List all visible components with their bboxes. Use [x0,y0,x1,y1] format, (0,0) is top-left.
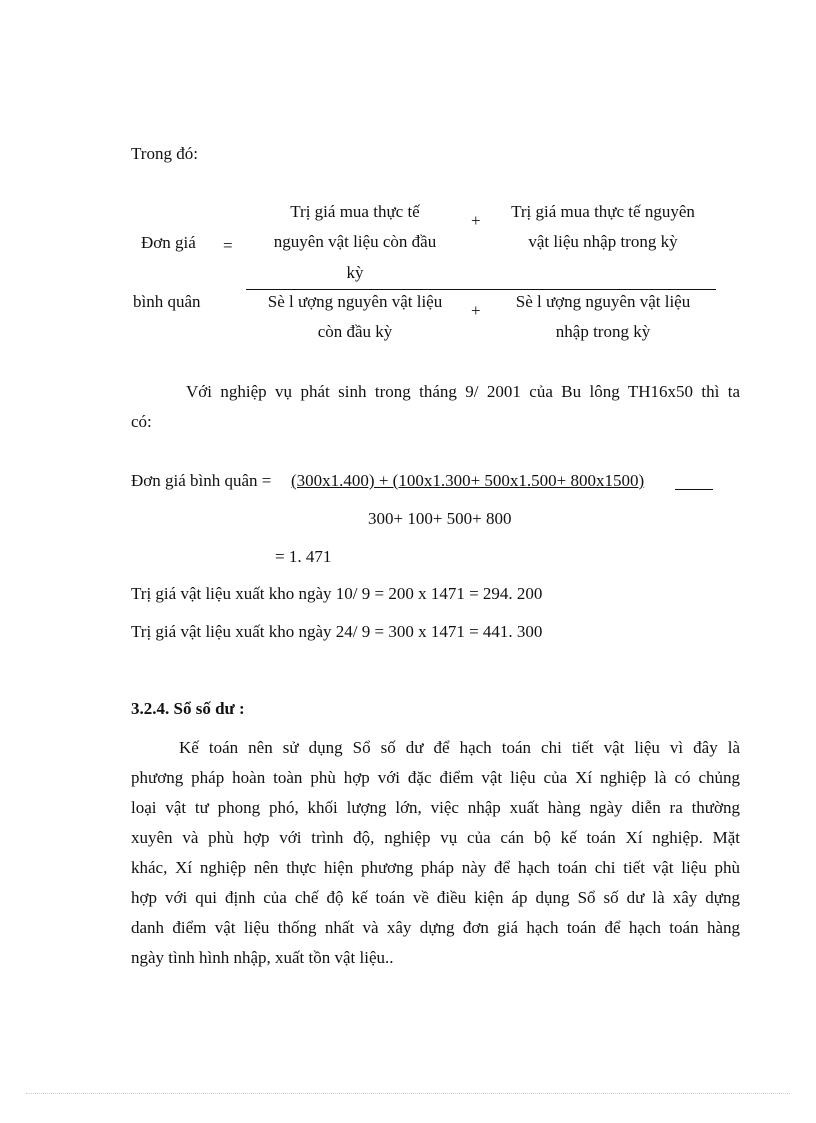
calc-numerator: (300x1.400) + (100x1.300+ 500x1.500+ 800x1500) [291,471,645,490]
calc-result: = 1. 471 [275,547,332,566]
example-paragraph-line: Với nghiệp vụ phát sinh trong tháng 9/ 2001 của Bu lông TH16x50 thì ta [186,382,740,401]
section-paragraph-line: hợp với qui định của chế độ kế toán về điều kiện áp dụng Sổ số dư là xây dựng [131,888,740,907]
section-paragraph-line: ngày tình hình nhập, xuất tồn vật liệu.. [131,948,394,967]
denominator-right-line2: nhập trong kỳ [555,322,651,341]
denominator-right-line1: Sè l ượng nguyên vật liệu [515,292,691,311]
section-paragraph-line: danh điểm vật liệu thống nhất và xây dựng đơn giá hạch toán để hạch toán hàng [131,918,740,937]
fraction-bar [246,289,716,290]
numerator-right-line2: vật liệu nhập trong kỳ [528,232,678,251]
calc-label: Đơn giá bình quân = [131,471,272,490]
formula-equals-sign: = [223,236,233,255]
calc-denominator: 300+ 100+ 500+ 800 [368,509,512,528]
section-paragraph-line: phương pháp hoàn toàn phù hợp với đặc điểm vật liệu của Xí nghiệp là có chủng [131,768,740,787]
section-heading: 3.2.4. Sổ số dư : [131,699,245,718]
intro-text: Trong đó: [131,144,198,163]
example-paragraph-line: có: [131,412,152,431]
denominator-plus-sign: + [471,301,481,320]
denominator-left-line1: Sè l ượng nguyên vật liệu [267,292,443,311]
section-paragraph [131,733,740,973]
numerator-left-line2: nguyên vật liệu còn đầu [273,232,437,251]
numerator-left-line3: kỳ [346,263,364,282]
issue-value-line-1: Trị giá vật liệu xuất kho ngày 10/ 9 = 200 x 1471 = 294. 200 [131,584,543,603]
formula-lhs-line1: Đơn giá [141,233,196,252]
numerator-right-line1: Trị giá mua thực tế nguyên [511,202,695,221]
section-paragraph-line: Kế toán nên sử dụng Sổ số dư để hạch toán chi tiết vật liệu vì đây là [179,738,740,757]
numerator-left-line1: Trị giá mua thực tế [290,202,420,221]
section-paragraph-line: xuyên và phù hợp với trình độ, nghiệp vụ của cán bộ kế toán Xí nghiệp. Mặt [131,828,740,847]
calc-numerator-tail-rule [675,489,713,490]
formula-lhs-line2: bình quân [133,292,201,311]
issue-value-line-2: Trị giá vật liệu xuất kho ngày 24/ 9 = 300 x 1471 = 441. 300 [131,622,543,641]
numerator-plus-sign: + [471,211,481,230]
section-paragraph-line: khác, Xí nghiệp nên thực hiện phương pháp này để hạch toán chi tiết vật liệu phù [131,858,740,877]
section-paragraph-line: loại vật tư phong phó, khối lượng lớn, việc nhập xuất hàng ngày diễn ra thường [131,798,740,817]
denominator-left-line2: còn đầu kỳ [317,322,393,341]
example-paragraph [131,377,740,437]
page-bottom-divider [26,1093,790,1094]
